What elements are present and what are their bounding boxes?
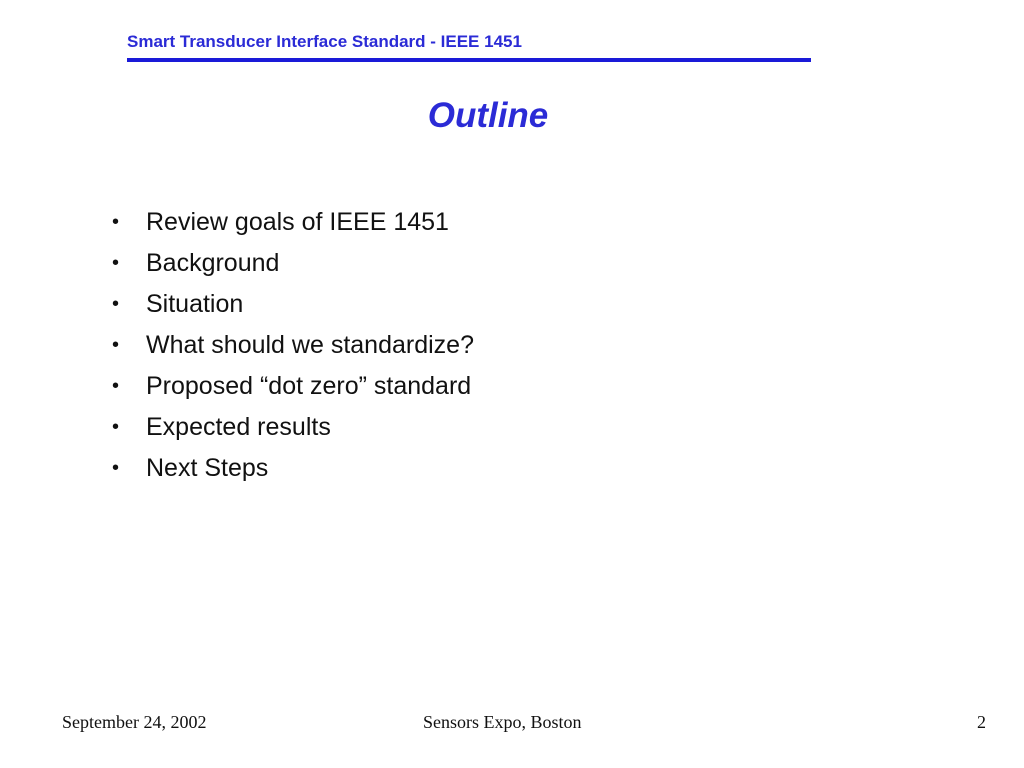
bullet-icon: • — [112, 375, 120, 397]
bullet-icon: • — [112, 211, 120, 233]
footer-event: Sensors Expo, Boston — [423, 712, 582, 732]
bullet-icon: • — [112, 416, 120, 438]
header-rule — [127, 58, 811, 62]
list-item-text: What should we standardize? — [146, 331, 474, 359]
slide-title: Outline — [427, 96, 549, 135]
list-item — [112, 448, 474, 489]
list-item — [112, 243, 474, 284]
list-item-text: Review goals of IEEE 1451 — [146, 208, 449, 236]
list-item-text: Expected results — [146, 413, 331, 441]
bullet-icon: • — [112, 334, 120, 356]
bullet-icon: • — [112, 457, 120, 479]
list-item-text: Background — [146, 249, 280, 277]
bullet-icon: • — [112, 252, 120, 274]
bullet-list — [112, 202, 474, 489]
list-item-text: Proposed “dot zero” standard — [146, 372, 472, 400]
list-item — [112, 366, 474, 407]
list-item-text: Next Steps — [146, 454, 269, 482]
page-number: 2 — [977, 712, 986, 732]
list-item — [112, 407, 474, 448]
list-item-text: Situation — [146, 290, 244, 318]
footer-date: September 24, 2002 — [62, 712, 207, 732]
list-item — [112, 325, 474, 366]
list-item — [112, 284, 474, 325]
slide-header: Smart Transducer Interface Standard - IEEE 1451 — [127, 32, 522, 51]
bullet-icon: • — [112, 293, 120, 315]
list-item — [112, 202, 474, 243]
